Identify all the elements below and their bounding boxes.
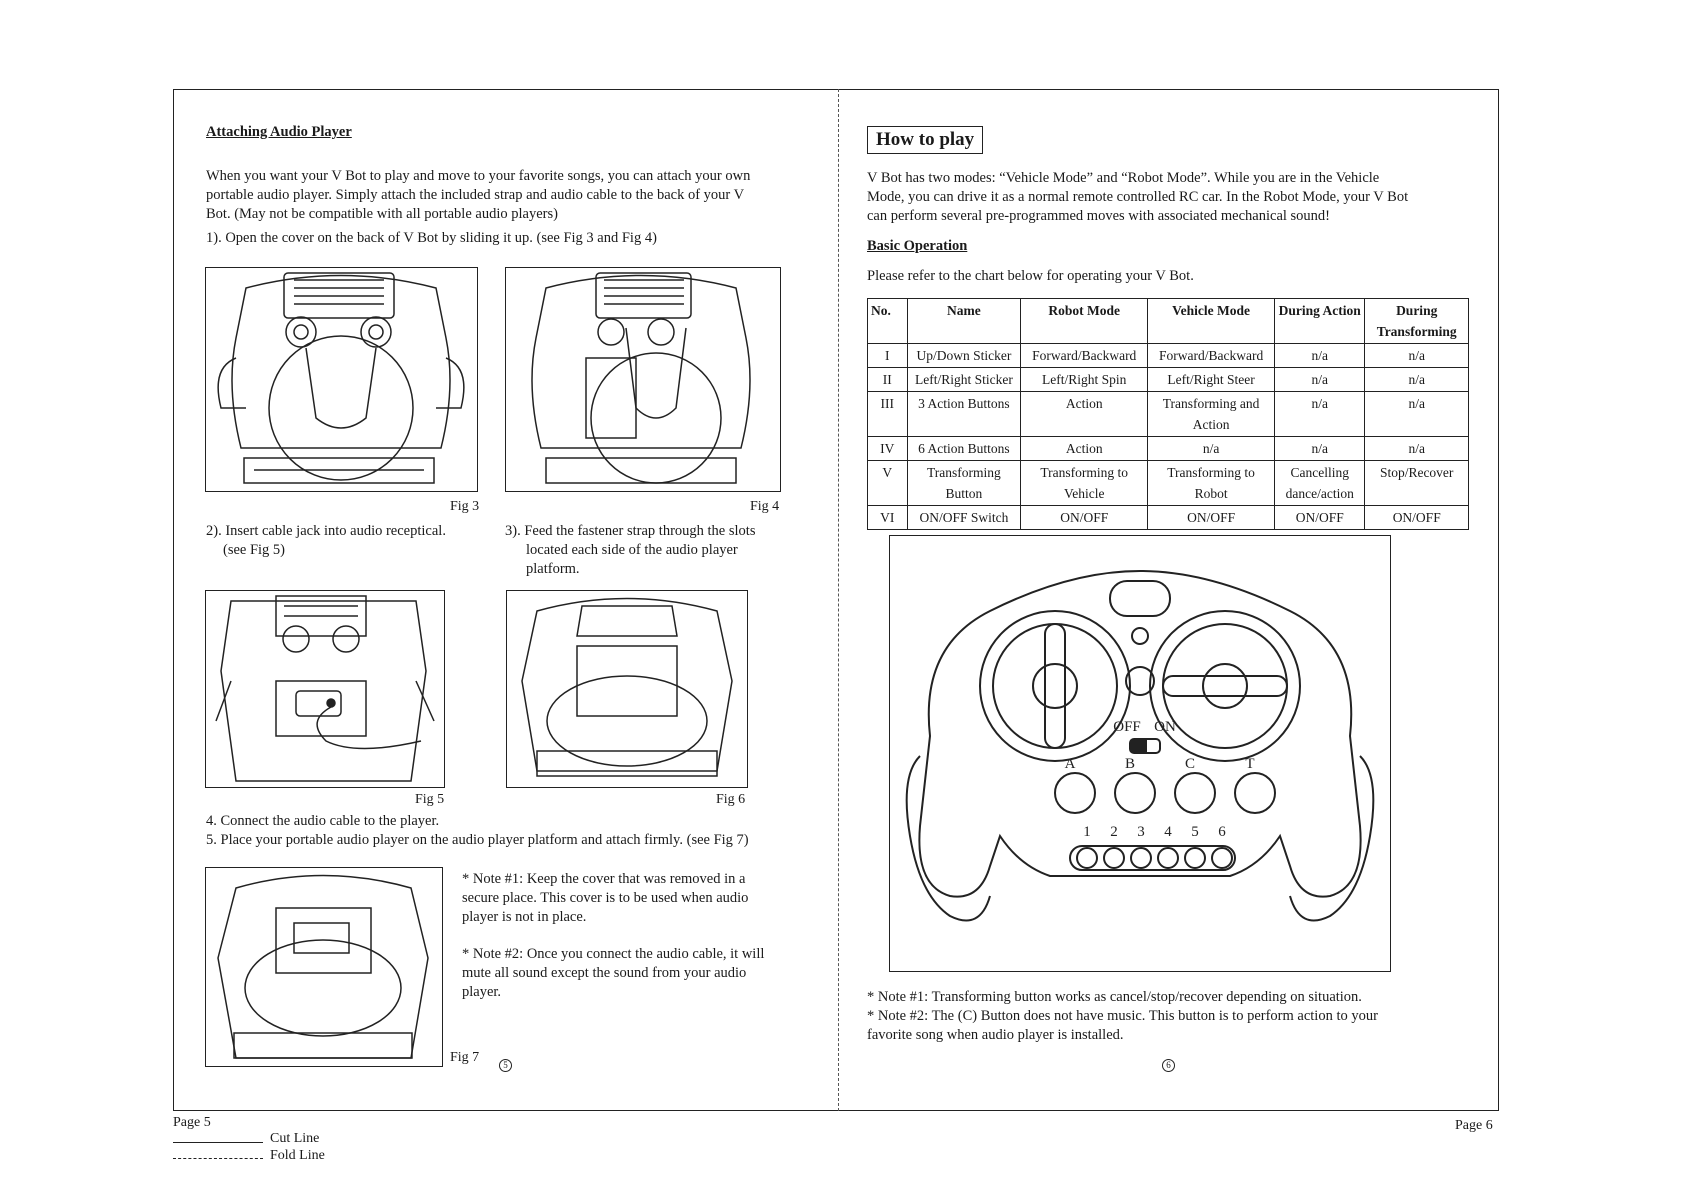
fig5-caption: Fig 5	[415, 792, 445, 807]
number-label: 2	[1110, 824, 1118, 840]
note-1-line: secure place. This cover is to be used when audio	[462, 890, 749, 906]
table-cell: Left/Right Sticker	[907, 368, 1021, 392]
basic-operation-heading: Basic Operation	[867, 238, 968, 254]
fig3-caption: Fig 3	[450, 499, 480, 514]
step-5: 5. Place your portable audio player on the audio player platform and attach firmly. (see Fig 7)	[206, 832, 749, 848]
table-cell: V	[868, 461, 908, 506]
col-name: Name	[907, 299, 1021, 344]
note-2-line: * Note #2: Once you connect the audio cable, it will	[462, 946, 765, 962]
table-cell: Transforming and Action	[1148, 392, 1275, 437]
table-cell: n/a	[1275, 437, 1365, 461]
table-cell: Action	[1021, 392, 1148, 437]
table-cell: IV	[868, 437, 908, 461]
table-row	[868, 461, 1469, 506]
table-cell: n/a	[1365, 437, 1469, 461]
intro-line: portable audio player. Simply attach the included strap and audio cable to the back of your V	[206, 187, 745, 203]
table-cell: Transforming Button	[907, 461, 1021, 506]
fold-line-divider	[838, 89, 839, 1111]
page-mark-right: 6	[1162, 1059, 1175, 1072]
table-cell: Transforming to Vehicle	[1021, 461, 1148, 506]
step-3-line: 3). Feed the fastener strap through the slots	[505, 523, 756, 539]
how-to-play-heading: How to play	[867, 126, 983, 154]
controller-diagram	[889, 535, 1391, 972]
table-cell: Up/Down Sticker	[907, 344, 1021, 368]
table-cell: n/a	[1275, 368, 1365, 392]
operation-table	[867, 298, 1469, 530]
table-cell: Action	[1021, 437, 1148, 461]
number-label: 4	[1164, 824, 1172, 840]
col-no: No.	[868, 299, 908, 344]
left-intro	[206, 167, 816, 224]
table-row	[868, 437, 1469, 461]
button-label: T	[1245, 756, 1255, 772]
table-cell: ON/OFF	[1021, 506, 1148, 530]
intro-line: Bot. (May not be compatible with all portable audio players)	[206, 206, 558, 222]
step-2-line: 2). Insert cable jack into audio receptical.	[206, 523, 446, 539]
table-cell: n/a	[1275, 392, 1365, 437]
col-during-action: During Action	[1275, 299, 1365, 344]
col-during-transforming: During Transforming	[1365, 299, 1469, 344]
note-2-line: mute all sound except the sound from your audio	[462, 965, 747, 981]
step-1: 1). Open the cover on the back of V Bot by sliding it up. (see Fig 3 and Fig 4)	[206, 230, 657, 246]
table-cell: I	[868, 344, 908, 368]
table-header-row	[868, 299, 1469, 344]
table-row	[868, 368, 1469, 392]
page-mark-left: 5	[499, 1059, 512, 1072]
button-label: A	[1064, 756, 1076, 772]
fig6-caption: Fig 6	[716, 792, 746, 807]
note-line: * Note #1: Transforming button works as cancel/stop/recover depending on situation.	[867, 989, 1362, 1005]
table-cell: II	[868, 368, 908, 392]
table-cell: Forward/Backward	[1021, 344, 1148, 368]
note-1-line: * Note #1: Keep the cover that was removed in a	[462, 871, 746, 887]
table-row	[868, 392, 1469, 437]
col-vehicle-mode: Vehicle Mode	[1148, 299, 1275, 344]
fig7-image	[205, 867, 443, 1067]
step-3-line: located each side of the audio player	[526, 542, 738, 558]
switch-on-label: ON	[1154, 719, 1176, 735]
table-cell: n/a	[1365, 344, 1469, 368]
fig3-image	[205, 267, 478, 492]
step-2-line: (see Fig 5)	[223, 542, 286, 558]
intro-line: Mode, you can drive it as a normal remote controlled RC car. In the Robot Mode, your V Bot	[867, 189, 1409, 205]
table-cell: n/a	[1365, 392, 1469, 437]
table-cell: ON/OFF	[1275, 506, 1365, 530]
col-robot-mode: Robot Mode	[1021, 299, 1148, 344]
table-cell: n/a	[1148, 437, 1275, 461]
table-cell: Left/Right Spin	[1021, 368, 1148, 392]
note-1	[462, 870, 748, 927]
note-1-line: player is not in place.	[462, 909, 587, 925]
refer-text: Please refer to the chart below for operating your V Bot.	[867, 268, 1194, 284]
table-cell: n/a	[1275, 344, 1365, 368]
table-row	[868, 506, 1469, 530]
table-cell: ON/OFF	[1148, 506, 1275, 530]
step-4: 4. Connect the audio cable to the player.	[206, 813, 440, 829]
intro-line: V Bot has two modes: “Vehicle Mode” and “Robot Mode”. While you are in the Vehicle	[867, 170, 1380, 186]
note-2	[462, 945, 764, 1002]
switch-off-label: OFF	[1113, 719, 1141, 735]
intro-line: can perform several pre-programmed moves with associated mechanical sound!	[867, 208, 1331, 224]
fig7-caption: Fig 7	[450, 1050, 480, 1065]
fig4-image	[505, 267, 781, 492]
note-line: favorite song when audio player is installed.	[867, 1027, 1124, 1043]
fold-line-sample	[173, 1158, 263, 1159]
table-row	[868, 344, 1469, 368]
step-2	[206, 522, 446, 560]
number-label: 6	[1218, 824, 1226, 840]
table-cell: 3 Action Buttons	[907, 392, 1021, 437]
fig6-image	[506, 590, 748, 788]
cut-line-legend: Cut Line	[270, 1131, 320, 1146]
cut-line-sample	[173, 1142, 263, 1143]
step-3	[505, 522, 755, 579]
fig5-image	[205, 590, 445, 788]
note-line: * Note #2: The (C) Button does not have music. This button is to perform action to your	[867, 1008, 1378, 1024]
number-label: 5	[1191, 824, 1199, 840]
table-cell: Forward/Backward	[1148, 344, 1275, 368]
table-cell: 6 Action Buttons	[907, 437, 1021, 461]
button-label: C	[1184, 756, 1196, 772]
button-label: B	[1124, 756, 1136, 772]
fold-line-legend: Fold Line	[270, 1148, 325, 1163]
step-3-line: platform.	[526, 561, 580, 577]
intro-line: When you want your V Bot to play and move to your favorite songs, you can attach your own	[206, 168, 751, 184]
number-label: 3	[1137, 824, 1145, 840]
page-right-label: Page 6	[1455, 1118, 1493, 1133]
table-cell: ON/OFF Switch	[907, 506, 1021, 530]
table-cell: ON/OFF	[1365, 506, 1469, 530]
number-label: 1	[1083, 824, 1091, 840]
right-notes	[867, 988, 1378, 1045]
fig4-caption: Fig 4	[750, 499, 780, 514]
table-cell: Transforming to Robot	[1148, 461, 1275, 506]
table-cell: n/a	[1365, 368, 1469, 392]
right-intro	[867, 169, 1477, 226]
table-cell: Cancelling dance/action	[1275, 461, 1365, 506]
table-cell: III	[868, 392, 908, 437]
note-2-line: player.	[462, 984, 502, 1000]
table-cell: Left/Right Steer	[1148, 368, 1275, 392]
left-heading: Attaching Audio Player	[206, 124, 352, 140]
table-cell: VI	[868, 506, 908, 530]
table-cell: Stop/Recover	[1365, 461, 1469, 506]
page-left-label: Page 5	[173, 1115, 211, 1130]
